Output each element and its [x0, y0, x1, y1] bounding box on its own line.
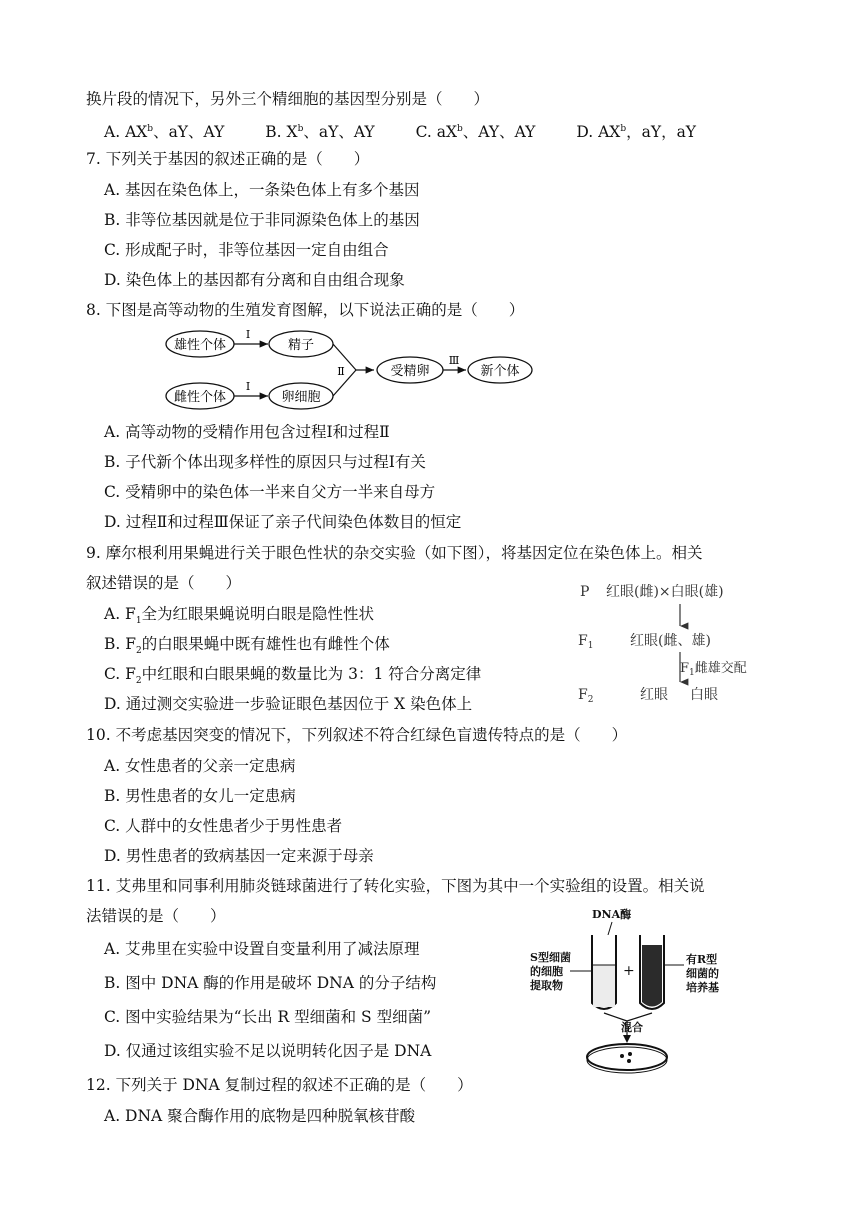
q6-option-b: B. $X^b$、aY、AY: [265, 123, 375, 142]
avery-experiment-diagram: [526, 905, 766, 1077]
q8-option-b: B. 子代新个体出现多样性的原因只与过程Ⅰ有关: [104, 453, 426, 471]
zygote-label: 受精卵: [390, 364, 430, 379]
q7-option-d: D. 染色体上的基因都有分离和自由组合现象: [104, 271, 405, 289]
q8-option-d: D. 过程Ⅱ和过程Ⅲ保证了亲子代间染色体数目的恒定: [104, 513, 462, 531]
new-individual-label: 新个体: [480, 364, 520, 379]
q11-stem-line2: 法错误的是（ ）: [86, 907, 226, 925]
q8-option-c: C. 受精卵中的染色体一半来自父方一半来自母方: [104, 483, 436, 501]
q9-option-d: D. 通过测交实验进一步验证眼色基因位于 X 染色体上: [104, 695, 473, 713]
f1-mating-label: $F_1$雌雄交配: [680, 661, 747, 678]
egg-label: 卵细胞: [281, 390, 321, 405]
q6-options: [104, 119, 696, 142]
q11-option-a: A. 艾弗里在实验中设置自变量利用了减法原理: [104, 940, 420, 958]
q11-stem-line1: 11. 艾弗里和同事利用肺炎链球菌进行了转化实验，下图为其中一个实验组的设置。相关说: [86, 877, 705, 895]
q10-option-b: B. 男性患者的女儿一定患病: [104, 787, 296, 805]
s-extract-label-2: 的细胞: [530, 965, 563, 978]
q6-option-a: A. $AX^b$、aY、AY: [104, 123, 225, 142]
q6-stem-continuation: 换片段的情况下，另外三个精细胞的基因型分别是（ ）: [86, 90, 490, 108]
r-medium-label-1: 有R型: [686, 953, 718, 966]
q10-option-a: A. 女性患者的父亲一定患病: [104, 757, 296, 775]
q10-option-d: D. 男性患者的致病基因一定来源于母亲: [104, 847, 374, 865]
q12-stem: 12. 下列关于 DNA 复制过程的叙述不正确的是（ ）: [86, 1076, 473, 1094]
process-2-label: Ⅱ: [337, 365, 345, 378]
dna-enzyme-label: DNA酶: [592, 908, 632, 921]
reproduction-diagram: [160, 325, 540, 415]
r-medium-label-2: 细菌的: [686, 967, 719, 980]
q7-option-a: A. 基因在染色体上，一条染色体上有多个基因: [104, 181, 420, 199]
q9-option-c: C. $F_2$中红眼和白眼果蝇的数量比为 3：1 符合分离定律: [104, 665, 482, 687]
q11-option-d: D. 仅通过该组实验不足以说明转化因子是 DNA: [104, 1042, 432, 1060]
p-cross: 红眼(雌)×白眼(雄): [606, 584, 724, 600]
sperm-label: 精子: [287, 338, 315, 353]
q9-option-a: A. $F_1$全为红眼果蝇说明白眼是隐性性状: [104, 605, 375, 627]
f1-phenotype: 红眼(雌、雄): [630, 633, 711, 649]
process-3-label: Ⅲ: [448, 354, 460, 367]
f2-white-eye: 白眼: [690, 687, 718, 703]
plus-sign: +: [623, 963, 635, 979]
q12-option-a: A. DNA 聚合酶作用的底物是四种脱氧核苷酸: [104, 1107, 416, 1125]
p-label: P: [580, 584, 590, 600]
q10-stem: 10. 不考虑基因突变的情况下，下列叙述不符合红绿色盲遗传特点的是（ ）: [86, 726, 628, 744]
process-1-label-top: I: [245, 328, 251, 341]
fruitfly-cross-diagram: [570, 576, 790, 712]
q8-option-a: A. 高等动物的受精作用包含过程Ⅰ和过程Ⅱ: [104, 423, 390, 441]
female-label: 雌性个体: [173, 390, 227, 405]
petri-dish: [587, 1044, 667, 1070]
colony-dot: [627, 1059, 631, 1063]
q11-option-c: C. 图中实验结果为“长出 R 型细菌和 S 型细菌”: [104, 1008, 432, 1026]
colony-dot: [620, 1054, 624, 1058]
f2-label: $F_2$: [578, 687, 594, 705]
q6-option-d: D. $AX^b$，aY，aY: [576, 123, 697, 142]
q8-stem: 8. 下图是高等动物的生殖发育图解，以下说法正确的是（ ）: [86, 301, 525, 319]
male-label: 雄性个体: [173, 338, 227, 353]
mix-label: 混合: [621, 1021, 643, 1034]
f2-red-eye: 红眼: [640, 687, 668, 703]
q7-option-c: C. 形成配子时，非等位基因一定自由组合: [104, 241, 389, 259]
r-medium-label-3: 培养基: [686, 981, 719, 994]
colony-dot: [628, 1052, 632, 1056]
q9-stem-line2: 叙述错误的是（ ）: [86, 574, 242, 592]
s-extract-label-3: 提取物: [530, 979, 563, 992]
q10-option-c: C. 人群中的女性患者少于男性患者: [104, 817, 343, 835]
q7-stem: 7. 下列关于基因的叙述正确的是（ ）: [86, 150, 370, 168]
f1-label: $F_1$: [578, 633, 594, 651]
q9-stem-line1: 9. 摩尔根利用果蝇进行关于眼色性状的杂交实验（如下图），将基因定位在染色体上。相关: [86, 544, 703, 562]
process-1-label-bottom: I: [245, 380, 251, 393]
q11-option-b: B. 图中 DNA 酶的作用是破坏 DNA 的分子结构: [104, 974, 437, 992]
q6-option-c: C. $aX^b$、AY、AY: [415, 123, 536, 142]
q9-option-b: B. $F_2$的白眼果蝇中既有雄性也有雌性个体: [104, 635, 390, 657]
q7-option-b: B. 非等位基因就是位于非同源染色体上的基因: [104, 211, 420, 229]
s-extract-label-1: S型细菌: [530, 951, 571, 964]
